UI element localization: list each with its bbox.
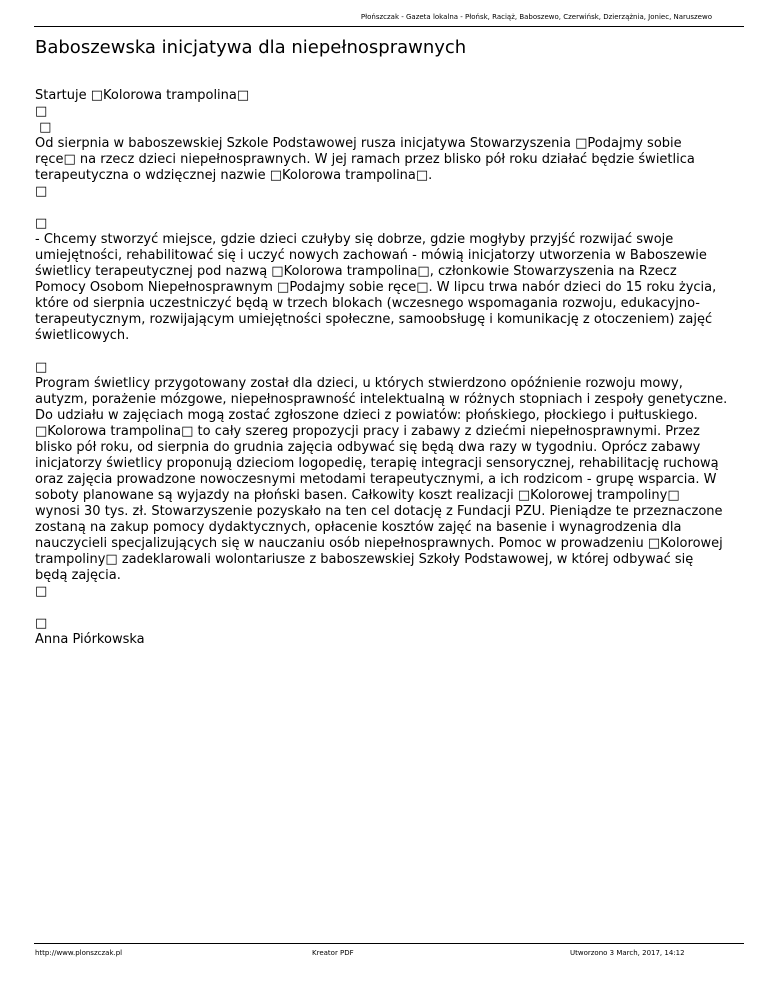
article-line: □ [35,120,52,135]
article-line: Program świetlicy przygotowany został dla dzieci, u których stwierdzono opóźnienie rozwoju mowy, [35,376,683,391]
article-line: autyzm, porażenie mózgowe, niepełnosprawność intelektualną w różnych stopniach i zespoły genetyczne. [35,392,728,407]
article-line: terapeutyczna o wdzięcznej nazwie □Kolorowa trampolina□. [35,168,433,183]
article-line: □ [35,360,48,375]
article-line: świetlicowych. [35,328,130,343]
article-line: terapeutycznym, rozwijającym umiejętności społeczne, samoobsługę i komunikację z otoczeniem) zajęć [35,312,713,327]
article-line: blisko pół roku, od sierpnia do grudnia zajęcia odbywać się będą dwa razy w tygodniu. Oprócz zabawy [35,440,701,455]
footer-generator: Kreator PDF [312,949,354,957]
article-line: □ [35,184,48,199]
article-line: będą zajęcia. [35,568,121,583]
article-line: Od sierpnia w baboszewskiej Szkole Podstawowej rusza inicjatywa Stowarzyszenia □Podajmy sobie [35,136,682,151]
article-line: które od sierpnia uczestniczyć będą w trzech blokach (wczesnego wspomagania rozwoju, edukacyjno- [35,296,700,311]
article-line: zostaną na zakup pomocy dydaktycznych, opłacenie kosztów zajęć na basenie i wynagrodzenia dla [35,520,682,535]
article-line: □ [35,616,48,631]
article-line: Pomocy Osobom Niepełnosprawnym □Podajmy sobie ręce□. W lipcu trwa nabór dzieci do 15 roku życia, [35,280,717,295]
article-line: nauczycieli specjalizujących się w nauczaniu osób niepełnosprawnych. Pomoc w prowadzeniu □Kolorowej [35,536,723,551]
paragraph-gap [35,200,735,216]
article-line: □ [35,104,48,119]
article-line: ręce□ na rzecz dzieci niepełnosprawnych. W jej ramach przez blisko pół roku działać będzie świetlica [35,152,695,167]
article-body [35,88,735,648]
article-line: Startuje □Kolorowa trampolina□ [35,88,250,103]
article-line: trampoliny□ zadeklarowali wolontariusze z baboszewskiej Szkoły Podstawowej, w której odbywać się [35,552,694,567]
article-line: wynosi 30 tys. zł. Stowarzyszenie pozyskało na ten cel dotację z Fundacji PZU. Pieniądze te przeznaczone [35,504,723,519]
article-line: □Kolorowa trampolina□ to cały szereg propozycji pracy i zabawy z dziećmi niepełnosprawnymi. Przez [35,424,700,439]
footer-divider [34,943,744,944]
article-title: Baboszewska inicjatywa dla niepełnosprawnych [35,37,467,58]
header-divider [34,26,744,27]
article-line: soboty planowane są wyjazdy na płoński basen. Całkowity koszt realizacji □Kolorowej trampoliny□ [35,488,680,503]
article-line: □ [35,216,48,231]
footer-created-date: Utworzono 3 March, 2017, 14:12 [570,949,685,957]
article-line: - Chcemy stworzyć miejsce, gdzie dzieci czułyby się dobrze, gdzie mogłyby przyjść rozwijać swoje [35,232,674,247]
page-header-site-line: Płońszczak - Gazeta lokalna - Płońsk, Raciąż, Baboszewo, Czerwińsk, Dzierzążnia, Joniec, Naruszewo [360,13,712,21]
article-line: Do udziału w zajęciach mogą zostać zgłoszone dzieci z powiatów: płońskiego, płockiego i pułtuskiego. [35,408,698,423]
article-line: inicjatorzy świetlicy proponują dzieciom logopedię, terapię integracji sensorycznej, rehabilitację ruchową [35,456,719,471]
article-line: umiejętności, rehabilitować się i uczyć nowych zachowań - mówią inicjatorzy utworzenia w Baboszewie [35,248,707,263]
paragraph-gap [35,344,735,360]
footer-url: http://www.plonszczak.pl [35,949,123,957]
article-author: Anna Piórkowska [35,632,145,647]
paragraph-gap [35,600,735,616]
article-line: oraz zajęcia prowadzone nowoczesnymi metodami terapeutycznymi, a ich rodzicom - grupę wsparcia. W [35,472,717,487]
article-line: □ [35,584,48,599]
article-line: świetlicy terapeutycznej pod nazwą □Kolorowa trampolina□, członkowie Stowarzyszenia na Rzecz [35,264,677,279]
